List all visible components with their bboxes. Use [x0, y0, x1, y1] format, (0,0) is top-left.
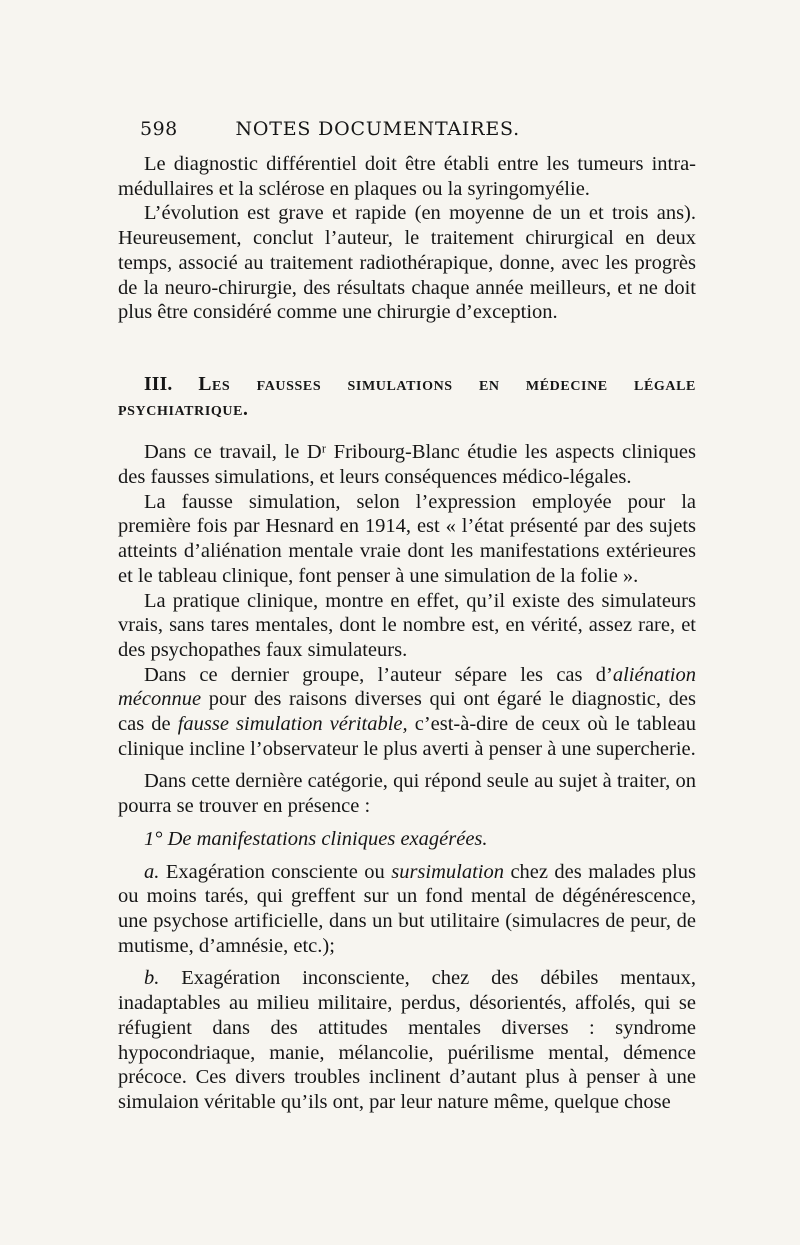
paragraph: Dans ce travail, le Dʳ Fribourg-Blanc étudie les aspects cliniques des fausses simulations, et leurs conséquences médico-légales. — [118, 441, 696, 489]
text-run: Exagération consciente ou — [159, 860, 392, 883]
section-number: III. — [144, 373, 173, 395]
italic-term: sursimulation — [391, 860, 504, 883]
list-item-b — [118, 966, 696, 1114]
text-run: Dans ce dernier groupe, l’auteur sépare les cas d’ — [144, 663, 613, 686]
page-header — [140, 118, 695, 140]
text-run: pour des raisons diverses qui ont égaré le diagnostic, des cas de — [118, 688, 696, 736]
italic-term: aliénation méconnue — [118, 663, 696, 711]
text-run: chez des malades plus ou moins tarés, qui greffent sur un fond mental de dégénérescence, une psychose artificielle, dans un but utilitaire (simulacres de peur, de mutisme, d’amnésie, etc.); — [118, 860, 696, 957]
paragraph: La fausse simulation, selon l’expression employée pour la première fois par Hesnard en 1914, est « l’état présenté par des sujets atteints d’aliénation mentale vraie dont les manifestations extérieures et le tableau clinique, font penser à une simulation de la folie ». — [118, 490, 696, 587]
text-run: c’est-à-dire de ceux où le tableau clinique incline l’observateur le plus averti à penser à une supercherie. — [118, 713, 696, 760]
section-title: Les fausses simulations en médecine légale psychiatrique. — [118, 373, 696, 420]
list-item-a — [118, 860, 696, 959]
running-title: NOTES DOCUMENTAIRES. — [235, 118, 520, 140]
paragraph: Dans cette dernière catégorie, qui répond seule au sujet à traiter, on pourra se trouver en présence : — [118, 770, 696, 818]
page-body — [118, 152, 696, 1115]
paragraph: Le diagnostic différentiel doit être établi entre les tumeurs intra-médullaires et la sclérose en plaques ou la syringomyélie. — [118, 153, 696, 200]
paragraph: L’évolution est grave et rapide (en moyenne de un et trois ans). Heureusement, conclut l’auteur, le traitement chirurgical en deux temps, associé au traitement radiothérapique, donne, avec les progrès de la neuro-chirurgie, des résultats chaque année meilleurs, et ne doit plus être considéré comme une chirurgie d’exception. — [118, 202, 696, 324]
italic-term: fausse simulation véritable, — [177, 713, 408, 736]
text-run: Exagération inconsciente, chez des débiles mentaux, inadaptables au milieu militaire, perdus, désorientés, affolés, qui se réfugient dans des attitudes mentales diverses : syndrome hypocondriaque, manie, mélancolie, puérilisme mental, démence précoce. Ces divers troubles inclinent d’autant plus à penser à une simulaion véritable qu’ils ont, par leur nature même, quelque chose — [118, 967, 696, 1113]
page-number: 598 — [140, 118, 178, 140]
item-label: a. — [144, 860, 160, 883]
subheading: 1° De manifestations cliniques exagérées. — [144, 827, 488, 850]
section-heading — [118, 373, 696, 422]
paragraph — [118, 663, 696, 762]
item-label: b. — [144, 967, 160, 990]
paragraph: La pratique clinique, montre en effet, qu’il existe des simulateurs vrais, sans tares mentales, dont le nombre est, en vérité, assez rare, et des psychopathes faux simulateurs. — [118, 589, 696, 661]
